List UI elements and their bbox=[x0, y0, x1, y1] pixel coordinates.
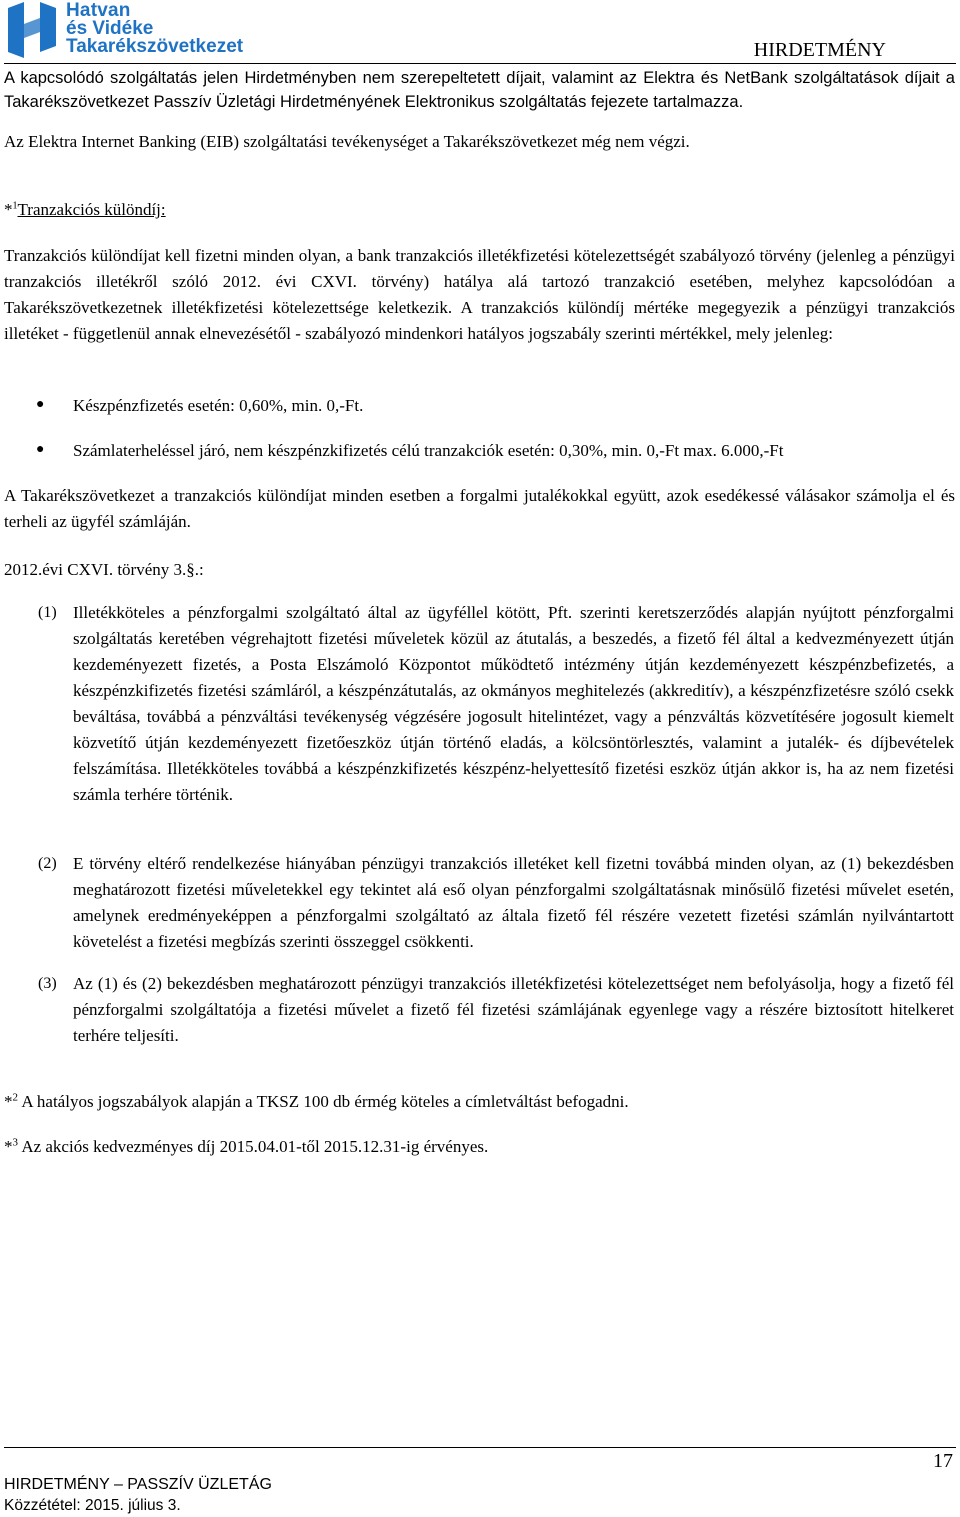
law-item-number: (3) bbox=[38, 975, 57, 992]
law-item-text: E törvény eltérő rendelkezése hiányában pénzügyi tranzakciós illetéket kell fizetni továbbá minden olyan, az (1) bekezdésben meghatározott fizetési műveletekkel egy tekintet alá eső olyan pénzforgalmi szolgáltatásnak minősülő fizetési művelet esetén, amelynek eredményeképpen a pénzforgalmi szolgáltató az általa fizető fél részére vezetett fizetési számlán nyilvántartott követelést a fizetési megbízás szerinti összeggel csökkenti. bbox=[73, 854, 954, 951]
footnote bbox=[4, 1137, 488, 1157]
logo-text bbox=[66, 2, 243, 56]
header-title: HIRDETMÉNY bbox=[753, 39, 886, 61]
header-divider bbox=[4, 63, 956, 64]
logo-line-2: és Vidéke bbox=[66, 18, 154, 39]
logo-mark-icon bbox=[4, 2, 62, 58]
bullet-icon: ● bbox=[36, 442, 45, 457]
footer-published-date: Közzététel: 2015. július 3. bbox=[4, 1497, 181, 1514]
footnote-star: * bbox=[4, 1092, 13, 1111]
section-body: Tranzakciós különdíjat kell fizetni minden olyan, a bank tranzakciós illetékfizetési kötelezettségét szabályozó törvény (jelenleg a pénzügyi tranzakciós illetékről szóló 2012. évi CXVI. törvény) hatálya alá tartozó tranzakció esetében, melyhez kapcsolódóan a Takarékszövetkezetnek illetékfizetési kötelezettsége keletkezik. A tranzakciós különdíj mértéke megegyezik a pénzügyi tranzakciós illetéket - függetlenül annak elnevezésétől - szabályozó mindenkori hatályos jogszabály szerinti mértékkel, mely jelenleg: bbox=[4, 246, 955, 343]
logo-line-3: Takarékszövetkezet bbox=[66, 36, 244, 57]
footnote-sup: 3 bbox=[12, 1136, 18, 1149]
section-heading bbox=[4, 197, 955, 223]
page-number: 17 bbox=[933, 1450, 953, 1472]
footnote-star: * bbox=[4, 1137, 13, 1156]
logo-line-1: Hatvan bbox=[66, 0, 131, 21]
law-item-text: Illetékköteles a pénzforgalmi szolgáltató által az ügyféllel kötött, Pft. szerinti keretszerződés alapján nyújtott pénzforgalmi szolgáltatás keretében végrehajtott fizetési műveletek közül az átutalás, a beszedés, a fizető fél által a kedvezményezett útján kezdeményezett fizetés, a Posta Elszámoló Központot működtető intézmény útján kezdeményezett készpénzbefizetés, a készpénzkifizetés fizetési számláról, a készpénzátutalás, az okmányos meghitelezés (akkreditív), a készpénzfizetésre szóló csekk beváltása, továbbá a pénzváltási tevékenység végzésére jogosult hitelintézet, vagy a pénzváltás közvetítésére jogosult kiemelt közvetítő útján kezdeményezett fizetőeszköz útján történő eladás, a kölcsöntörlesztés, valamint a jutalék- és díjbevételek felszámítása. Illetékköteles továbbá a készpénzkifizetés készpénz-helyettesítő fizetési eszköz útján akkor is, ha az nem fizetési számla terhére történik. bbox=[73, 603, 954, 804]
footnote-text: A hatályos jogszabályok alapján a TKSZ 100 db érmég köteles a címletváltást befogadni. bbox=[21, 1092, 629, 1111]
settlement-paragraph: A Takarékszövetkezet a tranzakciós különdíjat minden esetben a forgalmi jutalékokkal együtt, azok esedékessé válásakor számolja el és terheli az ügyfél számláján. bbox=[4, 486, 955, 531]
section-title: Tranzakciós különdíj: bbox=[17, 200, 166, 219]
bank-logo bbox=[4, 2, 254, 58]
footnote-star: * bbox=[4, 200, 13, 219]
list-item: Készpénzfizetés esetén: 0,60%, min. 0,-Ft. bbox=[73, 396, 364, 415]
list-item: Számlaterheléssel járó, nem készpénzkifizetés célú tranzakciók esetén: 0,30%, min. 0,-Ft max. 6.000,-Ft bbox=[73, 441, 784, 460]
bullet-icon: ● bbox=[36, 397, 45, 412]
footnote-text: Az akciós kedvezményes díj 2015.04.01-től 2015.12.31-ig érvényes. bbox=[21, 1137, 489, 1156]
law-item-number: (2) bbox=[38, 855, 57, 872]
law-item-text: Az (1) és (2) bekezdésben meghatározott pénzügyi tranzakciós illetékfizetési kötelezettséget nem befolyásolja, hogy a fizető fél pénzforgalmi szolgáltatója a fizetési művelet a fizető fél fizetési számlájának egyenlege vagy a részére biztosított hitelkeret terhére teljesíti. bbox=[73, 974, 954, 1045]
law-reference: 2012.évi CXVI. törvény 3.§.: bbox=[4, 560, 204, 579]
intro-paragraph: A kapcsolódó szolgáltatás jelen Hirdetményben nem szerepeltetett díjait, valamint az Elektra és NetBank szolgáltatások díjait a Takarékszövetkezet Passzív Üzletági Hirdetményének Elektronikus szolgáltatás fejezete tartalmazza. bbox=[4, 69, 955, 111]
eib-note: Az Elektra Internet Banking (EIB) szolgáltatási tevékenységet a Takarékszövetkezet még nem végzi. bbox=[4, 132, 690, 151]
footnote-sup: 2 bbox=[12, 1091, 18, 1104]
footer-title: HIRDETMÉNY – PASSZÍV ÜZLETÁG bbox=[4, 1476, 272, 1493]
footer-divider bbox=[4, 1447, 956, 1448]
footnote bbox=[4, 1092, 629, 1112]
footnote-sup: 1 bbox=[12, 200, 18, 212]
law-item-number: (1) bbox=[38, 604, 57, 621]
